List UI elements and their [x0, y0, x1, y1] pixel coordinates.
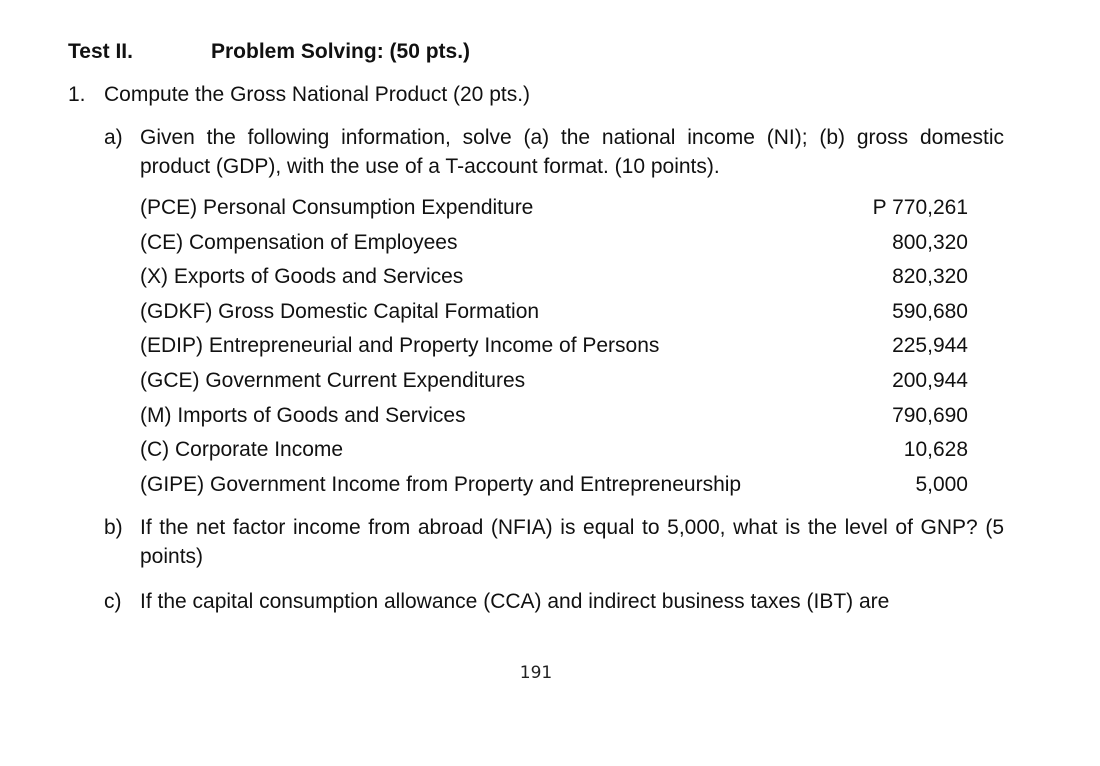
list-item [140, 402, 970, 437]
item-label: (CE) Compensation of Employees [140, 230, 458, 254]
test-label: Test II. [68, 40, 133, 63]
item-label: (EDIP) Entrepreneurial and Property Income of Persons [140, 334, 660, 358]
list-item [140, 367, 970, 402]
item-value: 200,944 [892, 368, 968, 392]
item-value: P 770,261 [872, 196, 968, 219]
list-item [140, 298, 970, 333]
income-items-list [140, 194, 970, 505]
item-label: (PCE) Personal Consumption Expenditure [140, 196, 534, 219]
item-value: 820,320 [892, 265, 968, 289]
part-a [104, 123, 1004, 181]
item-label: (GDKF) Gross Domestic Capital Formation [140, 299, 540, 323]
part-c-letter: c) [104, 590, 122, 613]
item-label: (GIPE) Government Income from Property and Entrepreneurship [140, 472, 742, 496]
part-c [104, 587, 1004, 616]
item-label: (GCE) Government Current Expenditures [140, 368, 526, 392]
item-value: 225,944 [892, 334, 968, 358]
item-value: 790,690 [892, 403, 968, 427]
list-item [140, 436, 970, 471]
part-a-letter: a) [104, 126, 123, 149]
question-1-text: Compute the Gross National Product (20 pts.) [104, 83, 531, 106]
section-title: Problem Solving: (50 pts.) [211, 40, 471, 63]
item-value: 800,320 [892, 230, 968, 254]
page-number: 191 [519, 663, 553, 683]
list-item [140, 332, 970, 367]
list-item [140, 471, 970, 506]
question-1-number: 1. [68, 83, 86, 106]
part-b-text: If the net factor income from abroad (NFIA) is equal to 5,000, what is the level of GNP? (5 points) [140, 516, 1004, 568]
part-c-text: If the capital consumption allowance (CCA) and indirect business taxes (IBT) are [140, 590, 890, 613]
item-value: 5,000 [915, 472, 968, 496]
item-value: 590,680 [892, 299, 968, 323]
list-item [140, 263, 970, 298]
item-label: (C) Corporate Income [140, 438, 344, 462]
item-label: (M) Imports of Goods and Services [140, 403, 466, 427]
part-a-text: Given the following information, solve (a) the national income (NI); (b) gross domestic product (GDP), with the use of a T-account format. (10 points). [140, 126, 1004, 178]
part-b-letter: b) [104, 516, 123, 539]
list-item [140, 229, 970, 264]
part-b [104, 513, 1004, 571]
item-label: (X) Exports of Goods and Services [140, 265, 464, 289]
list-item [140, 194, 970, 229]
item-value: 10,628 [903, 438, 968, 462]
